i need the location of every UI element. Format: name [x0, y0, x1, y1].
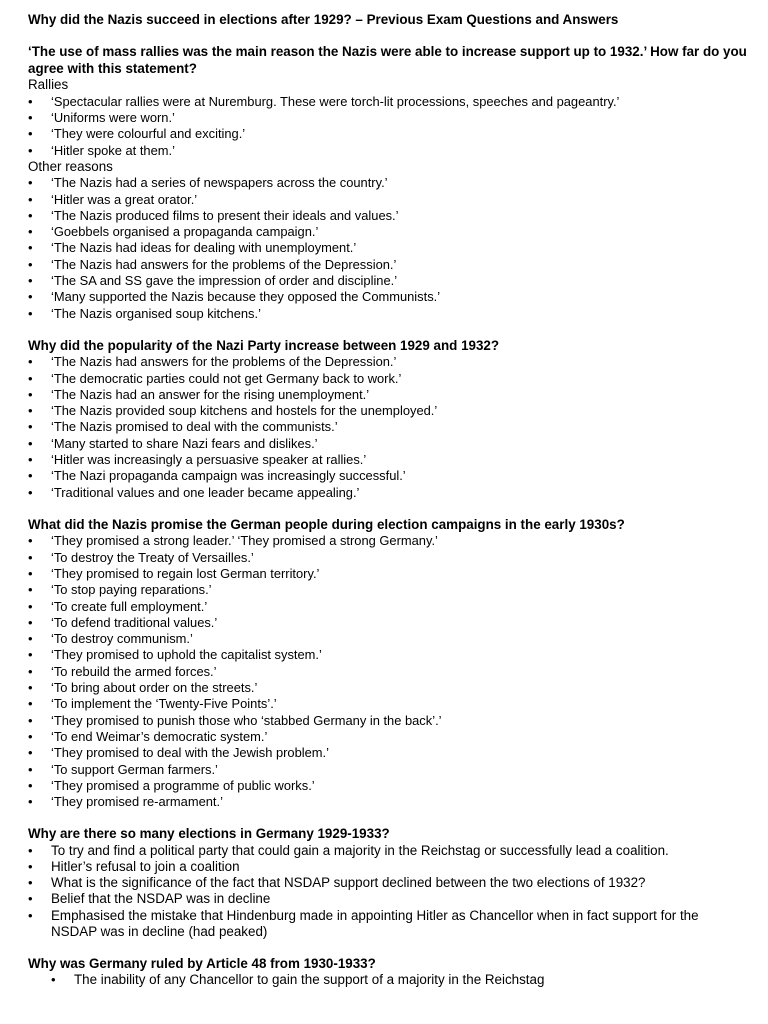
list-item: • ‘Hitler was increasingly a persuasive speaker at rallies.’ — [28, 452, 748, 468]
list-item: • ‘The Nazis provided soup kitchens and hostels for the unemployed.’ — [28, 403, 748, 419]
list-item: • ‘To create full employment.’ — [28, 599, 748, 615]
exam-question-promises — [28, 517, 748, 810]
document-page — [28, 12, 748, 989]
list-item: • ‘Many started to share Nazi fears and dislikes.’ — [28, 436, 748, 452]
list-item: • ‘They promised a strong leader.’ ‘They promised a strong Germany.’ — [28, 533, 748, 549]
answer-list-other-reasons — [28, 175, 748, 322]
list-item: • Hitler’s refusal to join a coalition — [28, 859, 748, 875]
list-item: • ‘To rebuild the armed forces.’ — [28, 664, 748, 680]
list-item: • ‘Goebbels organised a propaganda campaign.’ — [28, 224, 748, 240]
answer-list — [28, 972, 748, 988]
list-item: • What is the significance of the fact that NSDAP support declined between the two elections of 1932? — [28, 875, 748, 891]
list-item: • To try and find a political party that could gain a majority in the Reichstag or successfully lead a coalition. — [28, 843, 748, 859]
list-item: • Belief that the NSDAP was in decline — [28, 891, 748, 907]
answer-list — [28, 354, 748, 501]
list-item: • ‘Hitler was a great orator.’ — [28, 192, 748, 208]
list-item: • ‘The SA and SS gave the impression of order and discipline.’ — [28, 273, 748, 289]
list-item: • ‘They promised to regain lost German territory.’ — [28, 566, 748, 582]
list-item: • ‘Many supported the Nazis because they opposed the Communists.’ — [28, 289, 748, 305]
list-item: • ‘Uniforms were worn.’ — [28, 110, 748, 126]
list-item: • ‘The Nazis organised soup kitchens.’ — [28, 306, 748, 322]
answer-list-rallies — [28, 94, 748, 159]
list-item: • ‘The Nazis produced films to present their ideals and values.’ — [28, 208, 748, 224]
answer-list — [28, 533, 748, 810]
list-item: • The inability of any Chancellor to gain the support of a majority in the Reichstag — [28, 972, 748, 988]
list-item: • ‘They promised to punish those who ‘stabbed Germany in the back’.’ — [28, 713, 748, 729]
list-item: • ‘To stop paying reparations.’ — [28, 582, 748, 598]
list-item: • ‘To support German farmers.’ — [28, 762, 748, 778]
exam-question-article-48 — [28, 956, 748, 989]
list-item: • Emphasised the mistake that Hindenburg made in appointing Hitler as Chancellor when in fact support for the NSDAP was in decline (had peaked) — [28, 908, 748, 940]
list-item: • ‘To destroy communism.’ — [28, 631, 748, 647]
list-item: • ‘They promised re-armament.’ — [28, 794, 748, 810]
list-item: • ‘They were colourful and exciting.’ — [28, 126, 748, 142]
list-item: • ‘To bring about order on the streets.’ — [28, 680, 748, 696]
question-heading: Why are there so many elections in Germany 1929-1933? — [28, 826, 390, 842]
list-item: • ‘Traditional values and one leader became appealing.’ — [28, 485, 748, 501]
document-title: Why did the Nazis succeed in elections after 1929? – Previous Exam Questions and Answers — [28, 12, 619, 27]
list-item: • ‘The Nazis had ideas for dealing with unemployment.’ — [28, 240, 748, 256]
exam-question-popularity — [28, 338, 748, 501]
list-item: • ‘They promised to deal with the Jewish problem.’ — [28, 745, 748, 761]
list-item: • ‘They promised a programme of public works.’ — [28, 778, 748, 794]
question-heading: What did the Nazis promise the German people during election campaigns in the early 1930s? — [28, 516, 625, 532]
exam-question-mass-rallies — [28, 44, 748, 321]
list-item: • ‘The Nazis had an answer for the rising unemployment.’ — [28, 387, 748, 403]
list-item: • ‘To implement the ‘Twenty-Five Points’.’ — [28, 696, 748, 712]
list-item: • ‘The Nazis had answers for the problems of the Depression.’ — [28, 257, 748, 273]
exam-question-many-elections — [28, 826, 748, 940]
question-heading: ‘The use of mass rallies was the main reason the Nazis were able to increase support up to 1932.’ How far do you agree with this statement? — [28, 44, 747, 76]
list-item: • ‘Hitler spoke at them.’ — [28, 143, 748, 159]
list-item: • ‘To end Weimar’s democratic system.’ — [28, 729, 748, 745]
question-heading: Why did the popularity of the Nazi Party increase between 1929 and 1932? — [28, 337, 500, 353]
list-item: • ‘To defend traditional values.’ — [28, 615, 748, 631]
list-item: • ‘The Nazis had a series of newspapers across the country.’ — [28, 175, 748, 191]
answer-list — [28, 843, 748, 940]
list-item: • ‘The Nazi propaganda campaign was increasingly successful.’ — [28, 468, 748, 484]
group-label-other-reasons: Other reasons — [28, 158, 113, 174]
list-item: • ‘The Nazis promised to deal with the communists.’ — [28, 419, 748, 435]
list-item: • ‘They promised to uphold the capitalist system.’ — [28, 647, 748, 663]
list-item: • ‘The Nazis had answers for the problems of the Depression.’ — [28, 354, 748, 370]
list-item: • ‘To destroy the Treaty of Versailles.’ — [28, 550, 748, 566]
list-item: • ‘Spectacular rallies were at Nuremburg. These were torch-lit processions, speeches and pageantry.’ — [28, 94, 748, 110]
list-item: • ‘The democratic parties could not get Germany back to work.’ — [28, 371, 748, 387]
group-label-rallies: Rallies — [28, 77, 69, 93]
question-heading: Why was Germany ruled by Article 48 from 1930-1933? — [28, 956, 376, 972]
